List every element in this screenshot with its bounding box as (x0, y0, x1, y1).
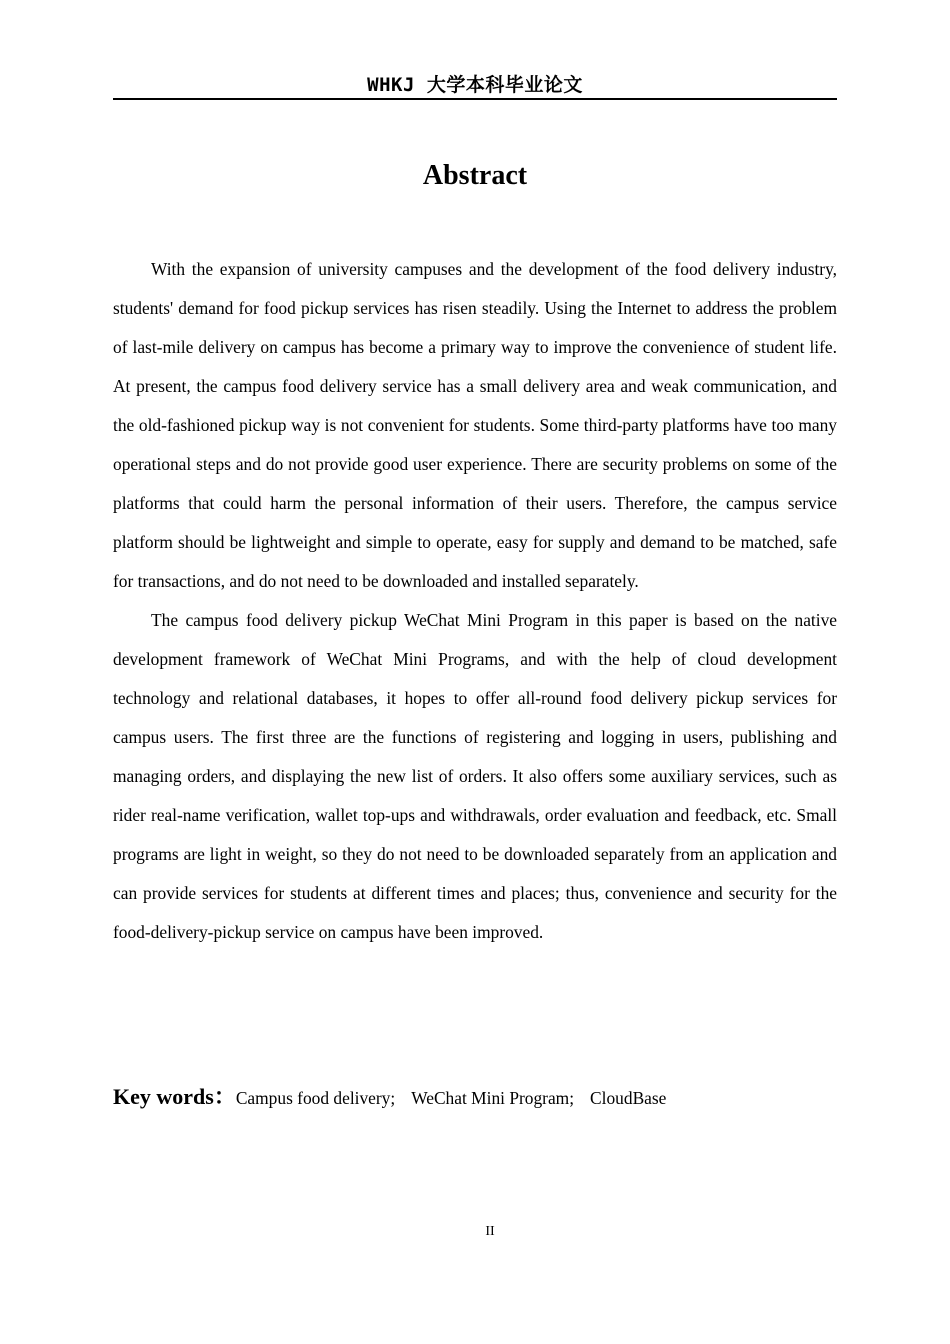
header-rule (113, 98, 837, 100)
keywords-label: Key words： (113, 1084, 236, 1109)
abstract-paragraph-1: With the expansion of university campuses and the development of the food delivery industry, students' demand for food pickup services has risen steadily. Using the Internet to address the problem of last-mile delivery on campus has become a primary way to improve the convenience of student life. At present, the campus food delivery service has a small delivery area and weak communication, and the old-fashioned pickup way is not convenient for students. Some third-party platforms have too many operational steps and do not provide good user experience. There are security problems on some of the platforms that could harm the personal information of their users. Therefore, the campus service platform should be lightweight and simple to operate, easy for supply and demand to be matched, safe for transactions, and do not need to be downloaded and installed separately. (113, 259, 837, 591)
keyword-item: Campus food delivery; (235, 1088, 396, 1108)
keyword-item: WeChat Mini Program; (411, 1088, 575, 1108)
keywords-line (113, 1079, 837, 1116)
running-header: WHKJ 大学本科毕业论文 (367, 74, 583, 96)
abstract-body (113, 250, 837, 952)
page-number: II (485, 1224, 495, 1239)
keyword-item: CloudBase (590, 1088, 667, 1108)
abstract-paragraph-2: The campus food delivery pickup WeChat Mini Program in this paper is based on the native development framework of WeChat Mini Programs, and with the help of cloud development technology and relational databases, it hopes to offer all-round food delivery pickup services for campus users. The first three are the functions of registering and logging in users, publishing and managing orders, and displaying the new list of orders. It also offers some auxiliary services, such as rider real-name verification, wallet top-ups and withdrawals, order evaluation and feedback, etc. Small programs are light in weight, so they do not need to be downloaded separately from an application and can provide services for students at different times and places; thus, convenience and security for the food-delivery-pickup service on campus have been improved. (113, 610, 837, 942)
abstract-title: Abstract (422, 160, 528, 191)
